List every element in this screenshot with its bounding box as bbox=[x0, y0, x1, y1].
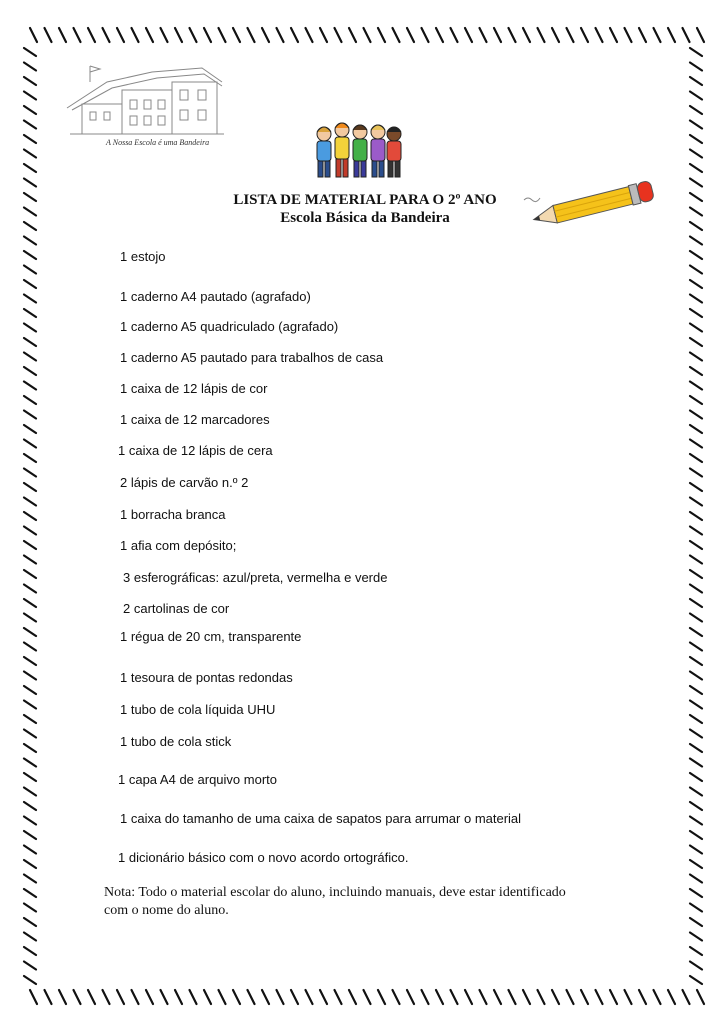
border-mark bbox=[690, 338, 702, 346]
border-mark bbox=[24, 744, 36, 752]
border-mark bbox=[690, 498, 702, 506]
border-mark bbox=[407, 28, 414, 42]
border-mark bbox=[436, 990, 443, 1004]
border-mark bbox=[24, 367, 36, 375]
border-mark bbox=[262, 990, 269, 1004]
border-mark bbox=[451, 990, 458, 1004]
border-mark bbox=[697, 28, 704, 42]
border-mark bbox=[690, 77, 702, 85]
border-mark bbox=[690, 367, 702, 375]
logo-caption: A Nossa Escola é uma Bandeira bbox=[106, 138, 210, 147]
border-mark bbox=[690, 353, 702, 361]
border-mark bbox=[161, 990, 168, 1004]
border-mark bbox=[690, 802, 702, 810]
border-mark bbox=[233, 990, 240, 1004]
list-item: 2 lápis de carvão n.º 2 bbox=[120, 475, 249, 490]
border-mark bbox=[567, 990, 574, 1004]
border-mark bbox=[690, 686, 702, 694]
border-mark bbox=[320, 28, 327, 42]
border-mark bbox=[24, 889, 36, 897]
border-mark bbox=[690, 657, 702, 665]
border-mark bbox=[690, 904, 702, 912]
document-title: LISTA DE MATERIAL PARA O 2º ANO bbox=[233, 192, 497, 208]
border-mark bbox=[567, 28, 574, 42]
border-mark bbox=[552, 990, 559, 1004]
border-mark bbox=[175, 28, 182, 42]
border-mark bbox=[690, 788, 702, 796]
border-mark bbox=[24, 295, 36, 303]
border-mark bbox=[24, 628, 36, 636]
border-mark bbox=[24, 483, 36, 491]
border-mark bbox=[690, 730, 702, 738]
border-mark bbox=[117, 28, 124, 42]
border-mark bbox=[24, 947, 36, 955]
border-mark bbox=[393, 28, 400, 42]
border-mark bbox=[219, 990, 226, 1004]
border-mark bbox=[690, 106, 702, 114]
border-mark bbox=[30, 990, 37, 1004]
border-mark bbox=[509, 990, 516, 1004]
border-mark bbox=[335, 28, 342, 42]
border-mark bbox=[24, 179, 36, 187]
school-name: Escola Básica da Bandeira bbox=[280, 210, 450, 226]
border-mark bbox=[690, 266, 702, 274]
border-mark bbox=[690, 396, 702, 404]
list-item: 1 capa A4 de arquivo morto bbox=[118, 772, 277, 787]
list-item: 1 caderno A5 pautado para trabalhos de casa bbox=[120, 350, 384, 365]
list-item: 1 afia com depósito; bbox=[120, 538, 237, 553]
border-mark bbox=[690, 92, 702, 100]
border-mark bbox=[690, 193, 702, 201]
border-mark bbox=[306, 990, 313, 1004]
border-mark bbox=[24, 614, 36, 622]
border-mark bbox=[690, 643, 702, 651]
border-mark bbox=[45, 28, 52, 42]
border-mark bbox=[24, 933, 36, 941]
border-mark bbox=[24, 715, 36, 723]
border-mark bbox=[364, 28, 371, 42]
border-mark bbox=[24, 643, 36, 651]
border-mark bbox=[132, 28, 139, 42]
border-mark bbox=[690, 150, 702, 158]
border-mark bbox=[277, 28, 284, 42]
border-mark bbox=[690, 251, 702, 259]
border-mark bbox=[262, 28, 269, 42]
border-mark bbox=[291, 28, 298, 42]
list-item: 1 caixa de 12 lápis de cera bbox=[118, 443, 273, 458]
school-logo bbox=[62, 60, 232, 150]
border-mark bbox=[690, 570, 702, 578]
border-mark bbox=[690, 411, 702, 419]
border-mark bbox=[697, 990, 704, 1004]
border-mark bbox=[24, 382, 36, 390]
border-mark bbox=[24, 425, 36, 433]
border-mark bbox=[552, 28, 559, 42]
border-mark bbox=[690, 715, 702, 723]
border-mark bbox=[422, 28, 429, 42]
border-mark bbox=[436, 28, 443, 42]
border-mark bbox=[349, 990, 356, 1004]
border-mark bbox=[654, 990, 661, 1004]
border-mark bbox=[690, 889, 702, 897]
border-mark bbox=[690, 846, 702, 854]
border-mark bbox=[88, 28, 95, 42]
border-mark bbox=[690, 541, 702, 549]
border-mark bbox=[59, 990, 66, 1004]
border-mark bbox=[74, 990, 81, 1004]
border-mark bbox=[24, 48, 36, 56]
border-mark bbox=[654, 28, 661, 42]
border-mark bbox=[690, 512, 702, 520]
list-item: 3 esferográficas: azul/preta, vermelha e verde bbox=[123, 570, 388, 585]
border-mark bbox=[146, 990, 153, 1004]
border-mark bbox=[690, 309, 702, 317]
border-mark bbox=[690, 599, 702, 607]
border-mark bbox=[24, 759, 36, 767]
border-mark bbox=[690, 759, 702, 767]
list-item: 2 cartolinas de cor bbox=[123, 601, 230, 616]
border-mark bbox=[24, 498, 36, 506]
border-mark bbox=[480, 990, 487, 1004]
border-mark bbox=[24, 672, 36, 680]
border-mark bbox=[320, 990, 327, 1004]
border-mark bbox=[24, 962, 36, 970]
border-mark bbox=[30, 28, 37, 42]
border-mark bbox=[219, 28, 226, 42]
border-mark bbox=[668, 990, 675, 1004]
border-mark bbox=[190, 990, 197, 1004]
border-mark bbox=[248, 28, 255, 42]
border-mark bbox=[581, 990, 588, 1004]
border-mark bbox=[24, 251, 36, 259]
border-mark bbox=[690, 483, 702, 491]
border-mark bbox=[523, 990, 530, 1004]
list-item: 1 caixa de 12 marcadores bbox=[120, 412, 270, 427]
list-item: 1 dicionário básico com o novo acordo ortográfico. bbox=[118, 850, 409, 865]
border-mark bbox=[690, 208, 702, 216]
border-mark bbox=[24, 396, 36, 404]
border-mark bbox=[24, 846, 36, 854]
border-mark bbox=[103, 28, 110, 42]
border-mark bbox=[639, 990, 646, 1004]
border-mark bbox=[24, 657, 36, 665]
border-mark bbox=[690, 280, 702, 288]
border-mark bbox=[690, 773, 702, 781]
list-item: 1 caixa do tamanho de uma caixa de sapatos para arrumar o material bbox=[120, 811, 522, 826]
border-mark bbox=[24, 817, 36, 825]
border-mark bbox=[451, 28, 458, 42]
border-mark bbox=[690, 382, 702, 390]
note-paragraph: Nota: Todo o material escolar do aluno, incluindo manuais, deve estar identificado com o nome do aluno. bbox=[104, 885, 566, 918]
border-mark bbox=[690, 237, 702, 245]
border-mark bbox=[24, 338, 36, 346]
border-mark bbox=[24, 208, 36, 216]
border-mark bbox=[24, 150, 36, 158]
border-mark bbox=[596, 990, 603, 1004]
border-mark bbox=[690, 222, 702, 230]
border-mark bbox=[690, 744, 702, 752]
border-mark bbox=[625, 28, 632, 42]
border-mark bbox=[690, 585, 702, 593]
border-mark bbox=[24, 280, 36, 288]
border-mark bbox=[45, 990, 52, 1004]
border-mark bbox=[690, 324, 702, 332]
border-mark bbox=[24, 266, 36, 274]
border-mark bbox=[24, 237, 36, 245]
border-mark bbox=[596, 28, 603, 42]
list-item: 1 caderno A4 pautado (agrafado) bbox=[120, 289, 311, 304]
border-mark bbox=[24, 541, 36, 549]
border-mark bbox=[393, 990, 400, 1004]
border-mark bbox=[24, 788, 36, 796]
border-mark bbox=[683, 990, 690, 1004]
border-mark bbox=[233, 28, 240, 42]
border-mark bbox=[161, 28, 168, 42]
border-mark bbox=[146, 28, 153, 42]
border-mark bbox=[24, 309, 36, 317]
children-illustration bbox=[306, 118, 406, 188]
border-mark bbox=[690, 947, 702, 955]
border-mark bbox=[378, 28, 385, 42]
border-mark bbox=[690, 817, 702, 825]
border-mark bbox=[690, 440, 702, 448]
border-mark bbox=[364, 990, 371, 1004]
list-item: 1 régua de 20 cm, transparente bbox=[120, 629, 302, 644]
border-mark bbox=[690, 976, 702, 984]
border-mark bbox=[24, 440, 36, 448]
border-mark bbox=[277, 990, 284, 1004]
border-mark bbox=[690, 295, 702, 303]
border-mark bbox=[24, 599, 36, 607]
border-mark bbox=[117, 990, 124, 1004]
border-mark bbox=[24, 193, 36, 201]
border-mark bbox=[690, 918, 702, 926]
border-mark bbox=[291, 990, 298, 1004]
border-mark bbox=[74, 28, 81, 42]
border-mark bbox=[24, 860, 36, 868]
border-mark bbox=[690, 933, 702, 941]
border-mark bbox=[690, 831, 702, 839]
border-mark bbox=[690, 469, 702, 477]
border-mark bbox=[306, 28, 313, 42]
border-mark bbox=[24, 701, 36, 709]
border-mark bbox=[378, 990, 385, 1004]
border-mark bbox=[24, 512, 36, 520]
border-mark bbox=[190, 28, 197, 42]
border-mark bbox=[24, 353, 36, 361]
border-mark bbox=[683, 28, 690, 42]
border-mark bbox=[24, 324, 36, 332]
border-mark bbox=[103, 990, 110, 1004]
list-item: 1 estojo bbox=[120, 249, 166, 264]
border-mark bbox=[24, 222, 36, 230]
border-mark bbox=[24, 904, 36, 912]
border-mark bbox=[407, 990, 414, 1004]
border-mark bbox=[88, 990, 95, 1004]
list-item: 1 caderno A5 quadriculado (agrafado) bbox=[120, 319, 339, 334]
border-mark bbox=[24, 976, 36, 984]
border-mark bbox=[24, 918, 36, 926]
border-mark bbox=[538, 28, 545, 42]
border-mark bbox=[465, 28, 472, 42]
border-mark bbox=[248, 990, 255, 1004]
border-mark bbox=[24, 831, 36, 839]
border-mark bbox=[204, 990, 211, 1004]
border-mark bbox=[509, 28, 516, 42]
border-mark bbox=[690, 962, 702, 970]
border-mark bbox=[690, 121, 702, 129]
list-item: 1 borracha branca bbox=[120, 507, 226, 522]
border-mark bbox=[690, 48, 702, 56]
border-mark bbox=[24, 556, 36, 564]
border-mark bbox=[24, 469, 36, 477]
border-mark bbox=[690, 701, 702, 709]
border-mark bbox=[24, 454, 36, 462]
border-mark bbox=[422, 990, 429, 1004]
border-mark bbox=[132, 990, 139, 1004]
border-mark bbox=[690, 527, 702, 535]
border-mark bbox=[690, 614, 702, 622]
border-mark bbox=[24, 875, 36, 883]
border-mark bbox=[610, 28, 617, 42]
list-item: 1 tubo de cola líquida UHU bbox=[120, 702, 276, 717]
border-mark bbox=[610, 990, 617, 1004]
border-mark bbox=[24, 527, 36, 535]
border-mark bbox=[24, 106, 36, 114]
border-mark bbox=[581, 28, 588, 42]
border-mark bbox=[690, 63, 702, 71]
border-mark bbox=[668, 28, 675, 42]
border-mark bbox=[480, 28, 487, 42]
border-mark bbox=[494, 990, 501, 1004]
border-mark bbox=[24, 63, 36, 71]
border-mark bbox=[24, 121, 36, 129]
border-mark bbox=[690, 556, 702, 564]
border-mark bbox=[24, 135, 36, 143]
list-item: 1 caixa de 12 lápis de cor bbox=[120, 381, 268, 396]
border-mark bbox=[690, 164, 702, 172]
border-mark bbox=[24, 92, 36, 100]
border-mark bbox=[24, 585, 36, 593]
border-mark bbox=[523, 28, 530, 42]
border-mark bbox=[690, 179, 702, 187]
border-mark bbox=[625, 990, 632, 1004]
border-mark bbox=[690, 425, 702, 433]
list-item: 1 tesoura de pontas redondas bbox=[120, 670, 293, 685]
border-mark bbox=[24, 77, 36, 85]
border-mark bbox=[690, 454, 702, 462]
border-mark bbox=[175, 990, 182, 1004]
border-mark bbox=[204, 28, 211, 42]
border-mark bbox=[24, 773, 36, 781]
border-mark bbox=[690, 860, 702, 868]
border-mark bbox=[335, 990, 342, 1004]
border-mark bbox=[24, 730, 36, 738]
border-mark bbox=[690, 672, 702, 680]
border-mark bbox=[639, 28, 646, 42]
border-mark bbox=[59, 28, 66, 42]
border-mark bbox=[349, 28, 356, 42]
border-mark bbox=[494, 28, 501, 42]
border-mark bbox=[538, 990, 545, 1004]
border-mark bbox=[24, 411, 36, 419]
border-mark bbox=[24, 802, 36, 810]
border-mark bbox=[690, 135, 702, 143]
border-mark bbox=[465, 990, 472, 1004]
border-mark bbox=[690, 628, 702, 636]
border-mark bbox=[24, 570, 36, 578]
border-mark bbox=[24, 164, 36, 172]
border-mark bbox=[690, 875, 702, 883]
list-item: 1 tubo de cola stick bbox=[120, 734, 232, 749]
border-mark bbox=[24, 686, 36, 694]
